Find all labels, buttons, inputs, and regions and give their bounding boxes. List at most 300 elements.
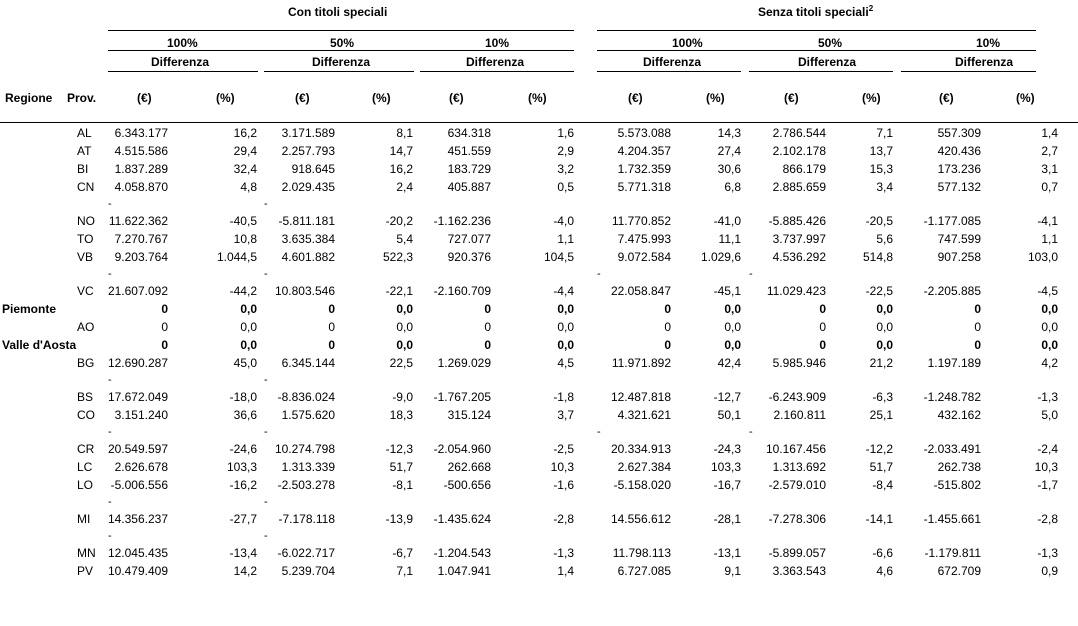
cell-prov: BS	[77, 390, 94, 404]
cell-eur-10-con: -1.162.236	[433, 214, 491, 228]
table-row	[0, 124, 1078, 142]
cell-eur-100-con: 0	[161, 320, 168, 334]
cell-eur-10-con: -500.656	[443, 478, 491, 492]
group-header-con-titoli: Con titoli speciali	[288, 5, 388, 19]
cell-pct-100-senza: 0,0	[724, 338, 741, 352]
cell-pct-100-con: 45,0	[233, 356, 257, 370]
cell-eur-10-senza: -1.179.811	[924, 546, 981, 560]
cell-pct-100-senza: -45,1	[713, 284, 741, 298]
cell-eur-10-con: -1.435.624	[433, 512, 491, 526]
cell-eur-50-senza: -2.579.010	[768, 478, 826, 492]
cell-pct-50-senza: 51,7	[869, 460, 893, 474]
cell-eur-50-senza: -5.885.426	[768, 214, 826, 228]
cell-eur-100-con: 21.607.092	[107, 284, 168, 298]
diff-header-con-50: Differenza	[312, 55, 371, 69]
cell-prov: MI	[77, 512, 91, 526]
cell-eur-10-con: -1.767.205	[433, 390, 491, 404]
col-header-regione: Regione	[5, 91, 53, 105]
cell-pct-100-con: 0,0	[240, 302, 257, 316]
cell-eur-50-con: 3.171.589	[281, 126, 335, 140]
table-row	[0, 424, 1078, 458]
table-row	[0, 178, 1078, 196]
cell-pct-50-senza: -8,4	[872, 478, 893, 492]
table-row	[0, 562, 1078, 580]
cell-eur-10-con: 315.124	[447, 408, 491, 422]
cell-pct-50-con: 2,4	[396, 180, 413, 194]
cell-pct-10-con: 2,9	[557, 144, 574, 158]
wrapped-minus-sign: -	[264, 374, 268, 386]
cell-eur-10-con: 920.376	[447, 250, 491, 264]
table-row	[0, 354, 1078, 372]
cell-prov: TO	[77, 232, 94, 246]
table-row	[0, 318, 1078, 336]
cell-eur-100-senza: 5.573.088	[617, 126, 671, 140]
col-header-pct-6: (%)	[1016, 91, 1035, 105]
cell-eur-100-senza: 11.798.113	[612, 546, 671, 560]
cell-eur-50-con: 0	[328, 302, 335, 316]
col-header-pct-2: (%)	[372, 91, 391, 105]
cell-pct-10-con: -1,6	[553, 478, 574, 492]
col-header-eur-4: (€)	[628, 91, 643, 105]
rule-pct-senza	[597, 50, 1036, 51]
cell-pct-100-con: -18,0	[229, 390, 257, 404]
cell-eur-100-senza: 0	[664, 302, 671, 316]
region-total-row	[0, 300, 1078, 318]
col-header-eur-3: (€)	[449, 91, 464, 105]
cell-eur-50-con: 10.803.546	[274, 284, 335, 298]
wrapped-minus-sign: -	[597, 426, 601, 438]
wrapped-minus-sign: -	[264, 198, 268, 210]
col-header-pct-1: (%)	[216, 91, 235, 105]
table-row	[0, 230, 1078, 248]
cell-eur-100-con: 20.549.597	[107, 442, 168, 456]
table-row	[0, 458, 1078, 476]
col-header-eur-1: (€)	[137, 91, 152, 105]
table-row	[0, 248, 1078, 266]
cell-eur-100-senza: 2.627.384	[617, 460, 671, 474]
wrapped-minus-sign: -	[108, 374, 112, 386]
cell-pct-100-senza: 11,1	[718, 232, 741, 246]
cell-prov: NO	[77, 214, 95, 228]
cell-pct-100-con: 4,8	[240, 180, 257, 194]
cell-eur-10-senza: 747.599	[937, 232, 981, 246]
cell-eur-50-senza: 10.167.456	[765, 442, 826, 456]
cell-eur-100-con: 14.356.237	[107, 512, 168, 526]
cell-pct-50-senza: -20,5	[865, 214, 893, 228]
diff-header-con-100: Differenza	[151, 55, 210, 69]
cell-eur-50-senza: -5.899.057	[768, 546, 826, 560]
cell-eur-50-con: 4.601.882	[281, 250, 335, 264]
cell-pct-50-con: 0,0	[396, 338, 413, 352]
cell-eur-100-con: 7.270.767	[114, 232, 168, 246]
cell-pct-10-senza: 0,9	[1041, 564, 1058, 578]
cell-prov: VB	[77, 250, 94, 264]
pct-header-senza-10: 10%	[976, 36, 1001, 50]
cell-pct-100-senza: 50,1	[717, 408, 741, 422]
cell-pct-10-con: 4,5	[557, 356, 574, 370]
cell-eur-10-senza: -2.205.885	[923, 284, 981, 298]
cell-pct-100-con: 10,8	[233, 232, 257, 246]
wrapped-minus-sign: -	[108, 268, 112, 280]
cell-pct-10-senza: -2,8	[1037, 512, 1058, 526]
cell-pct-10-senza: 10,3	[1034, 460, 1058, 474]
cell-pct-50-senza: -6,3	[872, 390, 893, 404]
cell-eur-10-con: 634.318	[447, 126, 491, 140]
cell-prov: LO	[77, 478, 94, 492]
cell-eur-50-con: 2.257.793	[281, 144, 335, 158]
group-header-senza-titoli	[758, 5, 873, 19]
cell-eur-10-con: 451.559	[447, 144, 491, 158]
cell-eur-10-senza: 0	[974, 320, 981, 334]
cell-eur-100-con: 2.626.678	[114, 460, 168, 474]
cell-eur-50-senza: 0	[819, 320, 826, 334]
wrapped-minus-sign: -	[264, 426, 268, 438]
cell-eur-50-senza: 3.737.997	[772, 232, 826, 246]
cell-pct-100-con: 32,4	[233, 162, 257, 176]
diff-header-senza-50: Differenza	[798, 55, 857, 69]
cell-eur-50-senza: 1.313.692	[772, 460, 826, 474]
table-row	[0, 372, 1078, 406]
cell-pct-50-con: -6,7	[392, 546, 413, 560]
cell-pct-100-senza: -12,7	[713, 390, 741, 404]
cell-pct-10-con: 104,5	[543, 250, 574, 264]
diff-header-senza-100: Differenza	[643, 55, 702, 69]
cell-pct-50-con: 5,4	[396, 232, 413, 246]
wrapped-minus-sign: -	[108, 496, 112, 508]
cell-eur-50-senza: 11.029.423	[766, 284, 826, 298]
cell-pct-10-con: 1,6	[557, 126, 574, 140]
cell-eur-50-senza: 4.536.292	[772, 250, 826, 264]
cell-eur-10-con: -2.054.960	[433, 442, 491, 456]
cell-eur-100-con: 17.672.049	[107, 390, 168, 404]
cell-eur-100-con: 0	[161, 338, 168, 352]
cell-pct-50-senza: 21,2	[869, 356, 893, 370]
cell-pct-10-con: -4,0	[553, 214, 574, 228]
cell-pct-50-senza: 0,0	[876, 302, 893, 316]
cell-eur-100-senza: 5.771.318	[617, 180, 671, 194]
pct-header-senza-100: 100%	[672, 36, 703, 50]
rule-diff-con-10	[420, 71, 574, 72]
cell-pct-50-con: 7,1	[396, 564, 413, 578]
cell-pct-50-con: -13,9	[385, 512, 413, 526]
cell-eur-10-senza: -1.248.782	[923, 390, 981, 404]
cell-pct-50-con: -12,3	[385, 442, 413, 456]
cell-pct-50-con: 16,2	[389, 162, 413, 176]
wrapped-minus-sign: -	[108, 426, 112, 438]
pct-header-con-50: 50%	[330, 36, 355, 50]
cell-pct-100-con: -16,2	[229, 478, 257, 492]
cell-pct-10-con: -2,5	[553, 442, 574, 456]
table-row	[0, 142, 1078, 160]
cell-eur-100-senza: 20.334.913	[610, 442, 671, 456]
cell-eur-50-con: -5.811.181	[278, 214, 335, 228]
rule-diff-senza-50	[749, 71, 893, 72]
cell-eur-10-senza: 420.436	[937, 144, 981, 158]
cell-eur-10-con: 183.729	[447, 162, 491, 176]
cell-eur-10-con: 0	[484, 320, 491, 334]
cell-pct-10-senza: -4,1	[1037, 214, 1058, 228]
cell-eur-100-senza: 4.321.621	[617, 408, 671, 422]
cell-pct-100-con: -40,5	[229, 214, 257, 228]
cell-pct-50-con: 51,7	[389, 460, 413, 474]
cell-prov: CO	[77, 408, 95, 422]
cell-pct-50-con: 18,3	[389, 408, 413, 422]
rule-diff-senza-10	[901, 71, 1036, 72]
diff-header-con-10: Differenza	[466, 55, 525, 69]
cell-eur-10-con: 262.668	[447, 460, 491, 474]
cell-eur-50-con: 3.635.384	[281, 232, 335, 246]
cell-eur-10-senza: 907.258	[937, 250, 981, 264]
cell-eur-50-senza: 0	[819, 302, 826, 316]
cell-pct-10-con: 0,0	[557, 320, 574, 334]
cell-pct-10-senza: 0,7	[1041, 180, 1058, 194]
cell-pct-100-con: 1.044,5	[216, 250, 257, 264]
cell-pct-10-senza: -1,3	[1037, 546, 1058, 560]
wrapped-minus-sign: -	[108, 198, 112, 210]
cell-eur-50-con: -2.503.278	[277, 478, 335, 492]
cell-eur-100-senza: 9.072.584	[617, 250, 671, 264]
cell-eur-100-senza: 7.475.993	[617, 232, 671, 246]
cell-eur-50-con: -8.836.024	[277, 390, 335, 404]
cell-pct-10-con: 1,4	[557, 564, 574, 578]
cell-pct-50-senza: 0,0	[876, 338, 893, 352]
cell-pct-50-senza: -6,6	[872, 546, 893, 560]
cell-eur-50-con: 10.274.798	[274, 442, 335, 456]
cell-pct-10-senza: 0,0	[1041, 338, 1058, 352]
cell-pct-10-con: -2,8	[553, 512, 574, 526]
cell-eur-100-con: 1.837.289	[114, 162, 168, 176]
cell-pct-50-senza: 4,6	[876, 564, 893, 578]
cell-pct-50-senza: -22,5	[865, 284, 893, 298]
cell-prov: CN	[77, 180, 95, 194]
cell-eur-50-senza: 2.102.178	[772, 144, 826, 158]
cell-eur-100-senza: 6.727.085	[617, 564, 671, 578]
cell-prov: BI	[77, 162, 89, 176]
cell-eur-10-con: 1.047.941	[437, 564, 491, 578]
cell-prov: LC	[77, 460, 93, 474]
header-bottom-rule	[0, 122, 1078, 123]
cell-pct-100-senza: 103,3	[710, 460, 741, 474]
cell-prov: CR	[77, 442, 95, 456]
diff-header-senza-10: Differenza	[955, 55, 1014, 69]
rule-pct-con	[108, 50, 574, 51]
cell-pct-50-senza: -12,2	[865, 442, 893, 456]
rule-diff-senza-100	[597, 71, 741, 72]
cell-eur-100-senza: 11.770.852	[611, 214, 671, 228]
cell-pct-100-con: 36,6	[233, 408, 257, 422]
cell-prov: MN	[77, 546, 96, 560]
cell-pct-50-con: 522,3	[382, 250, 413, 264]
cell-eur-50-con: -7.178.118	[278, 512, 335, 526]
cell-pct-100-con: -27,7	[229, 512, 257, 526]
cell-pct-50-senza: 13,7	[869, 144, 893, 158]
footnote-marker: 2	[868, 4, 874, 13]
cell-pct-10-con: 3,2	[557, 162, 574, 176]
cell-pct-100-senza: 6,8	[724, 180, 741, 194]
cell-pct-50-senza: -14,1	[865, 512, 893, 526]
cell-pct-10-senza: 2,7	[1041, 144, 1058, 158]
cell-eur-100-con: 0	[161, 302, 168, 316]
cell-pct-50-con: 22,5	[389, 356, 413, 370]
cell-eur-100-senza: 14.556.612	[610, 512, 671, 526]
data-table-body	[0, 124, 1078, 580]
cell-pct-100-con: -44,2	[229, 284, 257, 298]
rule-diff-con-100	[108, 71, 258, 72]
cell-eur-50-senza: 5.985.946	[772, 356, 826, 370]
col-header-eur-2: (€)	[295, 91, 310, 105]
cell-eur-10-senza: 1.197.189	[927, 356, 981, 370]
wrapped-minus-sign: -	[749, 426, 753, 438]
cell-pct-10-senza: 5,0	[1041, 408, 1058, 422]
cell-prov: AO	[77, 320, 95, 334]
rule-diff-con-50	[264, 71, 414, 72]
cell-pct-100-senza: 9,1	[724, 564, 741, 578]
cell-pct-10-con: 0,0	[557, 338, 574, 352]
cell-pct-10-senza: -1,7	[1037, 478, 1058, 492]
cell-eur-10-senza: 672.709	[937, 564, 981, 578]
cell-eur-10-senza: -515.802	[933, 478, 981, 492]
col-header-pct-3: (%)	[528, 91, 547, 105]
cell-pct-100-senza: -16,7	[713, 478, 741, 492]
wrapped-minus-sign: -	[749, 268, 753, 280]
col-header-eur-6: (€)	[939, 91, 954, 105]
cell-eur-10-con: 405.887	[447, 180, 491, 194]
cell-pct-50-con: -20,2	[385, 214, 413, 228]
cell-pct-100-senza: 27,4	[717, 144, 741, 158]
cell-eur-50-con: 5.239.704	[281, 564, 335, 578]
cell-eur-100-con: 11.622.362	[108, 214, 168, 228]
table-row	[0, 196, 1078, 230]
table-row	[0, 528, 1078, 562]
cell-eur-50-con: 2.029.435	[281, 180, 335, 194]
cell-pct-50-con: 14,7	[389, 144, 413, 158]
cell-regione: Valle d'Aosta	[2, 338, 77, 352]
cell-pct-50-senza: 7,1	[876, 126, 893, 140]
cell-pct-10-senza: -1,3	[1037, 390, 1058, 404]
cell-eur-50-senza: 0	[819, 338, 826, 352]
cell-pct-100-con: 14,2	[233, 564, 257, 578]
cell-eur-100-senza: -5.158.020	[613, 478, 671, 492]
pct-header-con-10: 10%	[485, 36, 510, 50]
cell-eur-100-senza: 0	[664, 320, 671, 334]
cell-eur-10-senza: 0	[974, 338, 981, 352]
wrapped-minus-sign: -	[597, 268, 601, 280]
wrapped-minus-sign: -	[264, 268, 268, 280]
cell-eur-50-senza: 2.786.544	[772, 126, 826, 140]
cell-pct-10-con: 1,1	[557, 232, 574, 246]
cell-pct-50-senza: 15,3	[869, 162, 893, 176]
cell-eur-100-con: 4.515.586	[114, 144, 168, 158]
cell-pct-50-con: 8,1	[396, 126, 413, 140]
cell-pct-10-con: 10,3	[550, 460, 574, 474]
cell-pct-50-senza: 0,0	[876, 320, 893, 334]
cell-pct-100-senza: -24,3	[713, 442, 741, 456]
pct-header-senza-50: 50%	[818, 36, 843, 50]
col-header-pct-4: (%)	[706, 91, 725, 105]
wrapped-minus-sign: -	[108, 530, 112, 542]
cell-pct-100-con: 29,4	[233, 144, 257, 158]
cell-pct-100-con: 0,0	[240, 320, 257, 334]
cell-pct-50-con: 0,0	[396, 302, 413, 316]
cell-eur-100-senza: 0	[664, 338, 671, 352]
cell-eur-50-con: 6.345.144	[281, 356, 335, 370]
cell-pct-50-senza: 3,4	[876, 180, 893, 194]
col-header-eur-5: (€)	[784, 91, 799, 105]
cell-regione: Piemonte	[2, 302, 57, 316]
rule-group-con	[108, 30, 574, 31]
cell-pct-10-senza: 4,2	[1041, 356, 1058, 370]
cell-eur-10-senza: 173.236	[937, 162, 981, 176]
cell-eur-10-senza: 0	[974, 302, 981, 316]
cell-eur-50-con: 0	[328, 320, 335, 334]
cell-eur-100-con: -5.006.556	[110, 478, 168, 492]
cell-eur-50-senza: 2.160.811	[773, 408, 826, 422]
table-row	[0, 160, 1078, 178]
cell-prov: PV	[77, 564, 94, 578]
wrapped-minus-sign: -	[264, 530, 268, 542]
cell-pct-10-senza: -4,5	[1037, 284, 1058, 298]
cell-pct-100-senza: 42,4	[717, 356, 741, 370]
cell-eur-50-senza: -7.278.306	[768, 512, 826, 526]
cell-pct-10-senza: -2,4	[1037, 442, 1058, 456]
cell-eur-10-senza: 432.162	[937, 408, 981, 422]
cell-eur-10-senza: -2.033.491	[923, 442, 981, 456]
cell-pct-50-senza: 5,6	[876, 232, 893, 246]
cell-eur-50-senza: 3.363.543	[772, 564, 826, 578]
cell-pct-100-senza: -41,0	[713, 214, 741, 228]
cell-pct-10-senza: 103,0	[1027, 250, 1058, 264]
wrapped-minus-sign: -	[264, 496, 268, 508]
cell-eur-10-senza: 262.738	[937, 460, 981, 474]
cell-pct-100-con: 103,3	[226, 460, 257, 474]
cell-eur-10-senza: 577.132	[937, 180, 981, 194]
cell-eur-10-senza: 557.309	[937, 126, 981, 140]
cell-pct-10-con: 3,7	[557, 408, 574, 422]
cell-pct-10-senza: 1,1	[1041, 232, 1058, 246]
cell-eur-10-con: 0	[484, 338, 491, 352]
cell-eur-100-con: 12.690.287	[107, 356, 168, 370]
cell-prov: VC	[77, 284, 94, 298]
cell-pct-50-con: -22,1	[385, 284, 413, 298]
col-header-prov: Prov.	[67, 91, 97, 105]
cell-pct-100-con: 0,0	[240, 338, 257, 352]
cell-pct-100-senza: 0,0	[724, 320, 741, 334]
cell-pct-10-con: 0,5	[557, 180, 574, 194]
cell-eur-100-con: 6.343.177	[114, 126, 168, 140]
cell-eur-10-senza: -1.455.661	[923, 512, 981, 526]
cell-pct-100-senza: -28,1	[713, 512, 741, 526]
rule-group-senza	[597, 30, 1036, 31]
cell-pct-100-con: -24,6	[229, 442, 257, 456]
cell-pct-50-con: -9,0	[392, 390, 413, 404]
cell-eur-10-con: 0	[484, 302, 491, 316]
cell-pct-100-con: -13,4	[229, 546, 257, 560]
table-row	[0, 476, 1078, 494]
cell-pct-50-con: 0,0	[396, 320, 413, 334]
cell-eur-100-con: 9.203.764	[114, 250, 168, 264]
group-header-senza-label: Senza titoli speciali	[758, 5, 869, 19]
cell-eur-50-con: -6.022.717	[277, 546, 335, 560]
cell-eur-50-con: 1.313.339	[281, 460, 335, 474]
table-row	[0, 266, 1078, 300]
cell-eur-10-con: -1.204.543	[433, 546, 491, 560]
cell-pct-50-senza: 25,1	[869, 408, 893, 422]
cell-prov: AT	[77, 144, 92, 158]
cell-pct-10-senza: 3,1	[1041, 162, 1058, 176]
cell-eur-50-con: 0	[328, 338, 335, 352]
cell-pct-100-con: 16,2	[233, 126, 257, 140]
cell-eur-100-senza: 11.971.892	[611, 356, 671, 370]
